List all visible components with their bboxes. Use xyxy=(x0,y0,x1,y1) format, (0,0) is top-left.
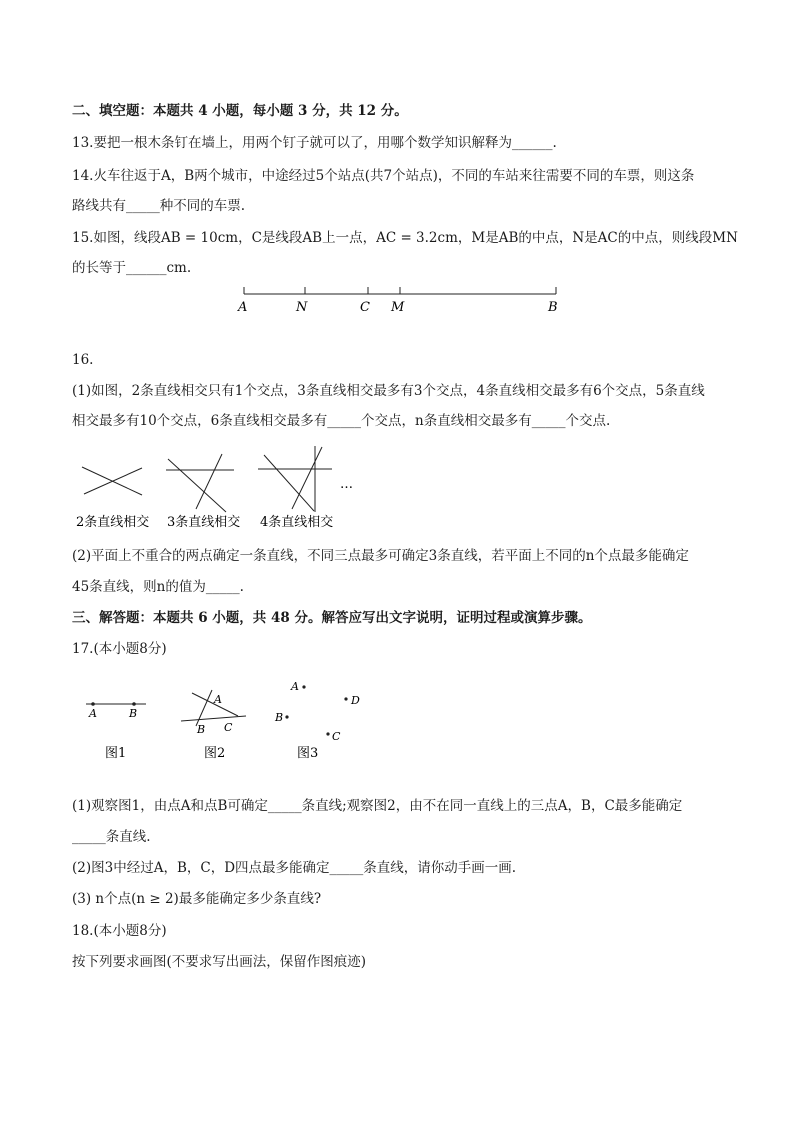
q15-label-m: M xyxy=(391,300,405,315)
q16-p2-line1: (2)平面上不重合的两点确定一条直线，不同三点最多可确定3条直线，若平面上不同的n个点最多能确定 xyxy=(72,548,689,564)
q14-line1: 14.火车往返于A，B两个城市，中途经过5个站点(共7个站点)，不同的车站来往需要不同的车票，则这条 xyxy=(72,168,695,184)
q15-line1: 15.如图，线段AB = 10cm，C是线段AB上一点，AC = 3.2cm，M是AB的中点，N是AC的中点，则线段MN xyxy=(72,230,738,246)
q17-fig3-label-b: B xyxy=(275,711,284,724)
q17-p3: (3) n个点(n ≥ 2)最多能确定多少条直线? xyxy=(72,891,322,907)
q17-p1-line1: (1)观察图1，由点A和点B可确定_____条直线;观察图2，由不在同一直线上的三点A，B，C最多能确定 xyxy=(72,798,683,814)
section3-title: 三、解答题：本题共 6 小题，共 48 分。解答应写出文字说明，证明过程或演算步骤。 xyxy=(72,610,592,626)
q16-fig-3-lines xyxy=(166,454,234,512)
section2-title: 二、填空题：本题共 4 小题，每小题 3 分，共 12 分。 xyxy=(72,103,408,119)
q17-header: 17.(本小题8分) xyxy=(72,641,167,657)
q16-p1-line2: 相交最多有10个交点，6条直线相交最多有_____个交点，n条直线相交最多有_____个交点. xyxy=(72,413,611,429)
q16-p2-line2: 45条直线，则n的值为_____. xyxy=(72,579,244,595)
q17-fig3-label-c: C xyxy=(332,730,341,743)
q15-label-n: N xyxy=(296,300,308,315)
q17-fig2-label-b: B xyxy=(197,723,206,736)
q16-fig-2-lines xyxy=(82,467,142,495)
q13-text: 13.要把一根木条钉在墙上，用两个钉子就可以了，用哪个数学知识解释为______. xyxy=(72,135,557,151)
q15-label-a: A xyxy=(238,300,248,315)
q16-p1-line1: (1)如图，2条直线相交只有1个交点，3条直线相交最多有3个交点，4条直线相交最多有6个交点，5条直线 xyxy=(72,383,705,399)
q15-label-b: B xyxy=(548,300,558,315)
q15-line2: 的长等于______cm. xyxy=(72,260,192,276)
q17-fig2-label-a: A xyxy=(214,693,222,706)
q16-caption-2: 3条直线相交 xyxy=(167,515,241,530)
q17-caption-1: 图1 xyxy=(105,746,127,761)
q17-fig1-label-a: A xyxy=(89,707,97,720)
q18-text: 按下列要求画图(不要求写出画法，保留作图痕迹) xyxy=(72,954,367,970)
q17-p2: (2)图3中经过A，B，C，D四点最多能确定_____条直线，请你动手画一画. xyxy=(72,860,517,876)
q16-caption-3: 4条直线相交 xyxy=(260,515,334,530)
q16-fig-4-lines xyxy=(258,446,332,512)
q17-fig3-label-d: D xyxy=(351,694,360,707)
q16-caption-1: 2条直线相交 xyxy=(76,515,150,530)
q18-header: 18.(本小题8分) xyxy=(72,923,167,939)
q14-line2: 路线共有_____种不同的车票. xyxy=(72,198,246,214)
q17-caption-3: 图3 xyxy=(297,746,319,761)
q16-number: 16. xyxy=(72,352,94,368)
q17-p1-line2: _____条直线. xyxy=(72,829,151,845)
q17-fig1-label-b: B xyxy=(129,707,138,720)
q15-label-c: C xyxy=(360,300,370,315)
q17-fig3-label-a: A xyxy=(291,680,299,693)
q17-caption-2: 图2 xyxy=(204,746,226,761)
q17-fig1 xyxy=(86,702,146,706)
q17-fig2-label-c: C xyxy=(224,721,233,734)
q16-ellipsis: … xyxy=(340,477,353,492)
